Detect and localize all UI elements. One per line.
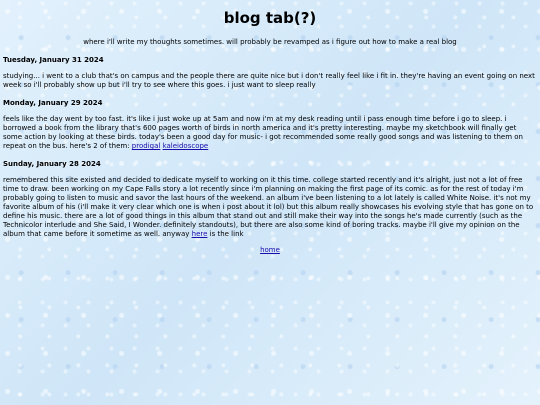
post-text: studying... i went to a club that's on campus and the people there are quite nice but i don't really feel like i fit in. they're having an event going on next week so i'll probably show up but i'll try to see where this goes. i just want to sleep really <box>3 72 535 89</box>
post-date: Tuesday, January 31 2024 <box>3 56 104 64</box>
page-title: blog tab(?) <box>223 9 317 27</box>
post-2024-01-31 <box>3 56 537 90</box>
prodigal-link[interactable]: prodigal <box>131 142 161 150</box>
post-text: feels like the day went by too fast. it's like i just woke up at 5am and now i'm at my desk reading until i pass enough time before i go to sleep. i borrowed a book from the library that's 600 pages worth of birds in north america and it's pretty interesting. maybe my sketchbook will finally get some action by looking at these birds. today's been a good day for music- i got recommended some really good songs and was listening to them on repeat on the bus. here's 2 of them: <box>3 115 523 150</box>
post-date: Monday, January 29 2024 <box>3 99 103 107</box>
post-2024-01-28 <box>3 160 537 239</box>
home-link[interactable]: home <box>260 246 280 254</box>
post-text-tail: is the link <box>207 230 244 238</box>
post-text: remembered this site existed and decided to dedicate myself to working on it this time. college started recently and it's alright, just not a lot of free time to draw. been working on my Cape Falls story a lot recently since i'm planning on making the first page of its comic. as for the rest of today i'm probably going to listen to music and savor the last hours of the weekend. an album i've been listening to a lot lately is called White Noise. it's not my favorite album of his (i'll make it very clear which one is when i post about it lol) but this album really showcases his evolving style that has gone on to define his music. there are a lot of good things in this album that stand out and still make their way into the songs he's made currently (such as the Technicolor interlude and She Said, I Wonder. definitely standouts), but there are also some kind of boring tracks. maybe i'll give my opinion on the album that came before it sometime as well. anyway <box>3 176 534 238</box>
kaleidoscope-link[interactable]: kaleidoscope <box>162 142 209 150</box>
post-body <box>3 115 537 151</box>
post-2024-01-29 <box>3 99 537 151</box>
post-paragraph <box>3 115 537 151</box>
post-date: Sunday, January 28 2024 <box>3 160 101 168</box>
footer <box>3 246 537 255</box>
post-body <box>3 176 537 239</box>
album-link[interactable]: here <box>191 230 208 238</box>
post-paragraph <box>3 176 537 239</box>
page-subtitle: where i'll write my thoughts sometimes. will probably be revamped as i figure out how to make a real blog <box>83 38 457 46</box>
post-body <box>3 72 537 90</box>
